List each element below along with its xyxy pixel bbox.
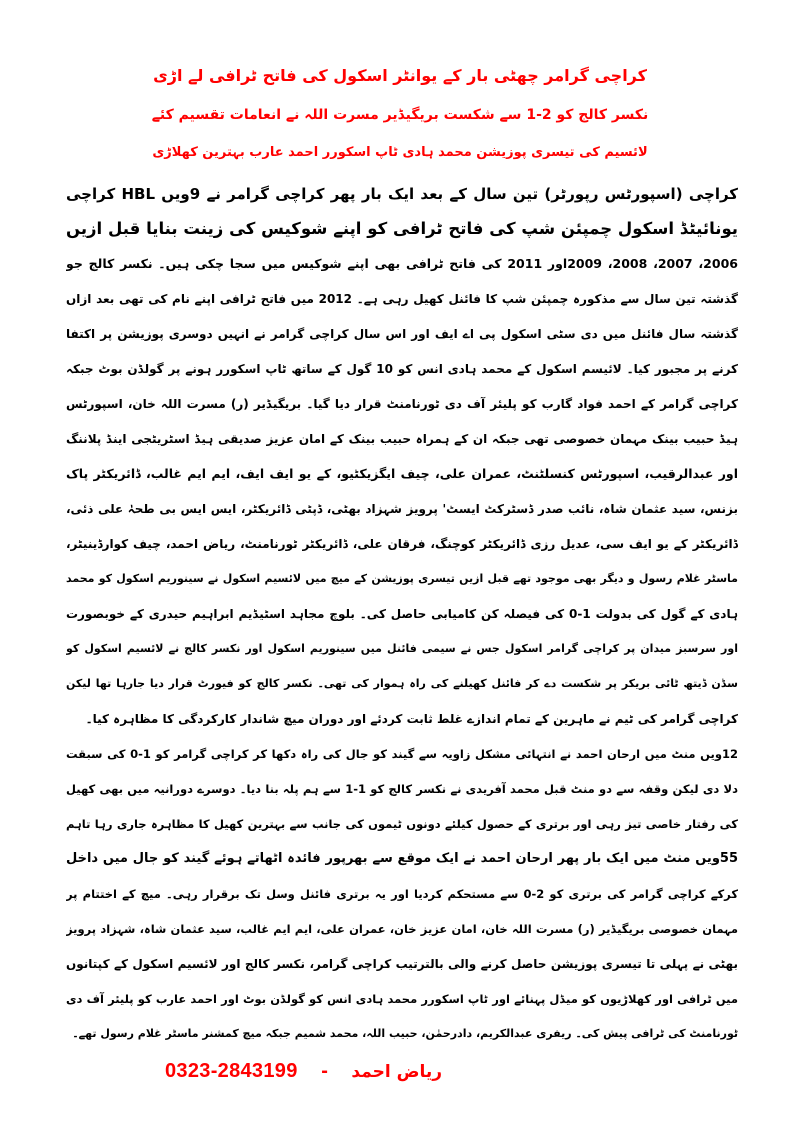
body-line: 12ویں منٹ میں ارحان احمد نے انتہائی مشکل زاویہ سے گیند کو جال کی راہ دکھا کر کراچی گرامر کو 1-0 کی سبقت [66, 747, 738, 761]
body-line: مہمان خصوصی بریگیڈیر (ر) مسرت اللہ خان، امان عزیز خان، عمران علی، ایم ایم غالب، سید عثمان شاہ، شہزاد پرویز [66, 922, 738, 936]
body-line: کی رفتار خاصی تیز رہی اور برتری کے حصول کیلئے دونوں ٹیموں کی جانب سے بہترین کھیل کا مظاہرہ جاری رہا تاہم [66, 817, 738, 831]
body-line: ہیڈ حبیب بینک مہمان خصوصی تھی جبکہ ان کے ہمراہ حبیب بینک کے امان عزیز صدیقی ہیڈ اسٹریٹجی اینڈ پلاننگ [66, 432, 738, 446]
headline-1: کراچی گرامر چھٹی بار کے یوانٹر اسکول کی فاتح ٹرافی لے اڑی [153, 66, 647, 85]
body-line: اور عبدالرقیب، اسپورٹس کنسلٹنٹ، عمران علی، چیف ایگزیکٹیو، کے یو ایف ایف، ایم ایم غالب، ڈائریکٹر پاک [66, 466, 738, 481]
body-line: ماسٹر غلام رسول و دیگر بھی موجود تھے قبل ازیں تیسری پوزیشن کے میچ میں لائسیم اسکول نے سینوریم اسکول کو محمد [66, 572, 738, 585]
author-name: ریاض احمد [351, 1062, 443, 1082]
body-line: کراچی گرامر کی ٹیم نے ماہرین کے تمام اندازے غلط ثابت کردئے اور دوران میچ شاندار کارکردگی کا مظاہرہ کیا۔ [85, 712, 738, 726]
body-line: اور سرسبز میدان پر کراچی گرامر اسکول جس نے سیمی فائنل میں سینوریم اسکول اور نکسر کالج نے لائسیم اسکول کو [66, 642, 738, 655]
body-line: کراچی (اسپورٹس رپورٹر) تین سال کے بعد ایک بار پھر کراچی گرامر نے 9ویں HBL کراچی [66, 185, 738, 203]
body-line: دلا دی لیکن وقفہ سے دو منٹ قبل محمد آفریدی نے نکسر کالج کو 1-1 سے ہم پلہ بنا دیا۔ دوسرے دورانیہ میں بھی کھیل [66, 782, 738, 796]
body-line: ڈائریکٹر کے یو ایف سی، عدیل رزی ڈائریکٹر کوچنگ، فرقان علی، ڈائریکٹر ٹورنامنٹ، ریاض احمد، چیف کوارڈینیٹر، [66, 537, 738, 551]
body-line: 55ویں منٹ میں ایک بار پھر ارحان احمد نے ایک موقع سے بھرپور فائدہ اٹھاتے ہوئے گیند کو جال میں داخل [66, 851, 738, 866]
byline-separator: - [321, 1060, 328, 1082]
body-line: بزنس، سید عثمان شاہ، نائب صدر ڈسٹرکٹ ایسٹ' پرویز شہزاد بھٹی، ڈپٹی ڈائریکٹر، ایس ایس بی طحہٰ علی ذئی، [66, 502, 738, 516]
headline-2: نکسر کالج کو 2-1 سے شکست بریگیڈیر مسرت اللہ نے انعامات تقسیم کئے [151, 107, 649, 123]
body-line: ہادی کے گول کی بدولت 1-0 کی فیصلہ کن کامیابی حاصل کی۔ بلوچ مجاہد اسٹیڈیم ابراہیم حیدری کے خوبصورت [66, 607, 738, 621]
body-line: یونائیٹڈ اسکول چمپئن شپ کی فاتح ٹرافی کو اپنے شوکیس کی زینت بنایا قبل ازیں [66, 219, 738, 238]
body-line: 2006، 2007، 2008، 2009اور 2011 کی فاتح ٹرافی بھی اپنے شوکیس میں سجا چکی ہیں۔ نکسر کالج جو [66, 256, 738, 271]
byline [165, 1056, 442, 1086]
body-line: کرکے کراچی گرامر کی برتری کو 2-0 سے مستحکم کردیا اور یہ برتری فائنل وسل تک برقرار رہی۔ میچ کے اختتام پر [66, 887, 738, 901]
body-line: بھٹی نے پہلی تا تیسری پوزیشن حاصل کرنے والی بالترتیب کراچی گرامر، نکسر کالج اور لائسیم اسکول کے کپتانوں [66, 957, 738, 971]
body-line: کراچی گرامر کے احمد فواد گارب کو پلیئر آف دی ٹورنامنٹ قرار دیا گیا۔ بریگیڈیر (ر) مسرت اللہ خان، اسپورٹس [66, 397, 738, 411]
body-line: ٹورنامنٹ کی ٹرافی پیش کی۔ ریفری عبدالکریم، دادرحمٰن، حبیب اللہ، محمد شمیم جبکہ میچ کمشنر ماسٹر غلام رسول تھے۔ [72, 1027, 738, 1040]
body-line: سڈن ڈیتھ ٹائی بریکر پر شکست دے کر فائنل کھیلنے کی راہ ہموار کی تھی۔ نکسر کالج کو فیورٹ قرار دیا جارہا تھا لیکن [66, 677, 738, 690]
body-line: کرنے پر مجبور کیا۔ لائیسم اسکول کے محمد ہادی انس کو 10 گول کے ساتھ ٹاپ اسکورر ہونے پر گولڈن بوٹ جبکہ [66, 362, 738, 376]
body-line: میں ٹرافی اور کھلاڑیوں کو میڈل پہنائے اور ٹاپ اسکورر محمد ہادی انس کو گولڈن بوٹ اور احمد عارب کو پلیئر آف دی [66, 992, 738, 1006]
body-line: گذشتہ سال فائنل میں دی سٹی اسکول پی اے ایف اور اس سال کراچی گرامر نے انہیں دوسری پوزیشن پر اکتفا [66, 327, 738, 341]
phone-number: 0323-2843199 [165, 1060, 298, 1082]
body-line: گذشتہ تین سال سے مذکورہ چمپئن شپ کا فائنل کھیل رہی ہے۔ 2012 میں فاتح ٹرافی اپنے نام کی تھی بعد ازاں [66, 292, 738, 306]
headline-3: لائسیم کی تیسری پوزیشن محمد ہادی ٹاپ اسکورر احمد عارب بہترین کھلاڑی [152, 145, 648, 160]
